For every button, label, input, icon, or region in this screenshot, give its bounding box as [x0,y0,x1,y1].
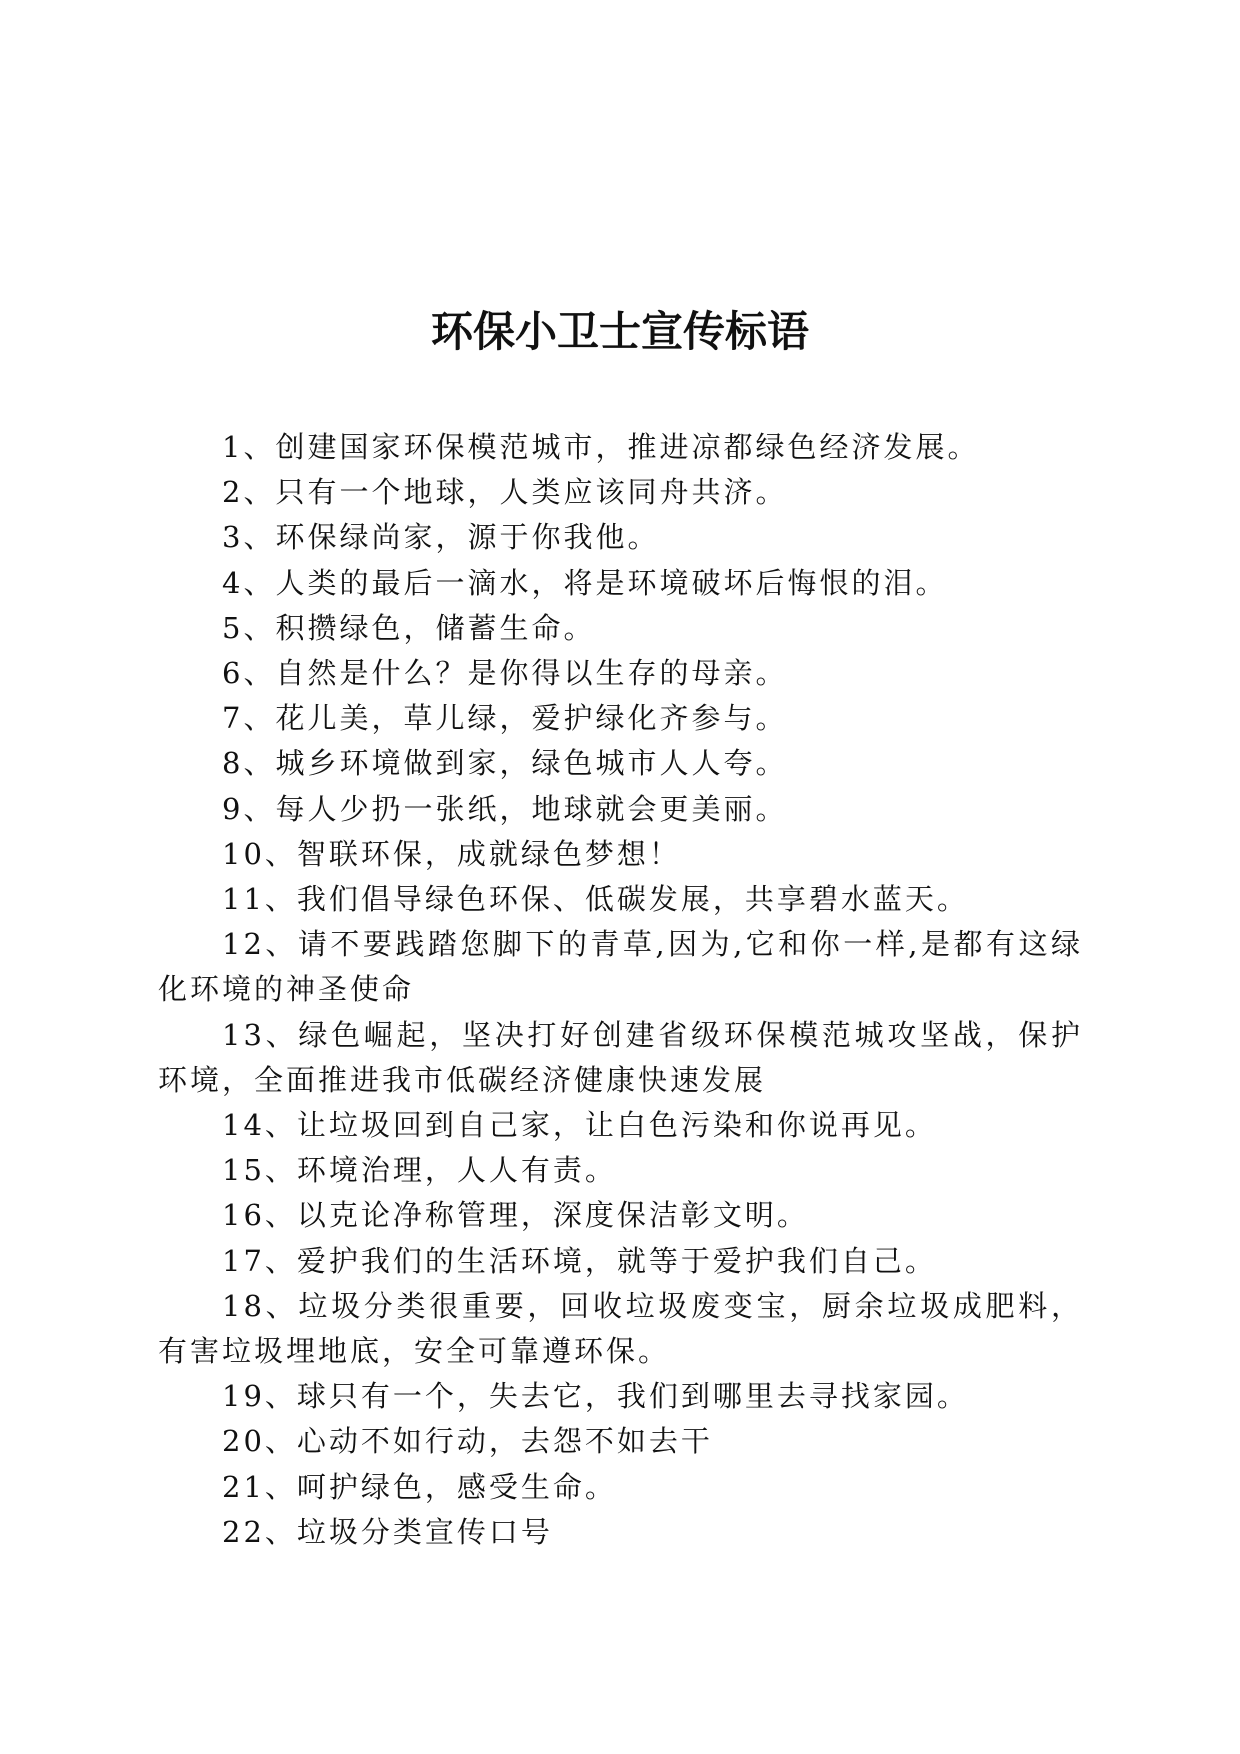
list-item: 16、以克论净称管理，深度保洁彰文明。 [222,1198,809,1233]
page-title: 环保小卫士宣传标语 [430,307,809,356]
list-item: 18、垃圾分类很重要，回收垃圾废变宝，厨余垃圾成肥料，有害垃圾埋地底，安全可靠遵环保。 [158,1288,1083,1369]
list-item: 14、让垃圾回到自己家，让白色污染和你说再见。 [222,1108,937,1143]
list-item: 19、球只有一个，失去它，我们到哪里去寻找家园。 [222,1379,969,1414]
list-item: 20、心动不如行动，去怨不如去干 [222,1424,713,1459]
list-item: 22、垃圾分类宣传口号 [222,1514,553,1549]
list-item: 3、环保绿尚家，源于你我他。 [222,520,660,555]
list-item: 12、请不要践踏您脚下的青草,因为,它和你一样,是都有这绿化环境的神圣使命 [158,927,1083,1007]
slogan-list [158,425,1083,1555]
list-item: 4、人类的最后一滴水，将是环境破坏后悔恨的泪。 [222,565,948,600]
list-item: 6、自然是什么？是你得以生存的母亲。 [222,656,788,691]
list-item: 1、创建国家环保模范城市，推进凉都绿色经济发展。 [222,430,980,464]
list-item: 9、每人少扔一张纸，地球就会更美丽。 [222,791,788,826]
list-item: 21、呵护绿色，感受生命。 [222,1469,617,1504]
list-item: 5、积攒绿色，储蓄生命。 [222,610,596,645]
list-item: 2、只有一个地球，人类应该同舟共济。 [222,475,788,510]
list-item: 8、城乡环境做到家，绿色城市人人夸。 [222,746,788,781]
list-item: 15、环境治理，人人有责。 [222,1153,617,1188]
list-item: 13、绿色崛起，坚决打好创建省级环保模范城攻坚战，保护环境，全面推进我市低碳经济健康快速发展 [158,1017,1083,1097]
list-item: 10、智联环保，成就绿色梦想！ [222,836,681,871]
list-item: 17、爱护我们的生活环境，就等于爱护我们自己。 [222,1243,937,1278]
list-item: 7、花儿美，草儿绿，爱护绿化齐参与。 [222,701,788,736]
list-item: 11、我们倡导绿色环保、低碳发展，共享碧水蓝天。 [222,882,969,917]
